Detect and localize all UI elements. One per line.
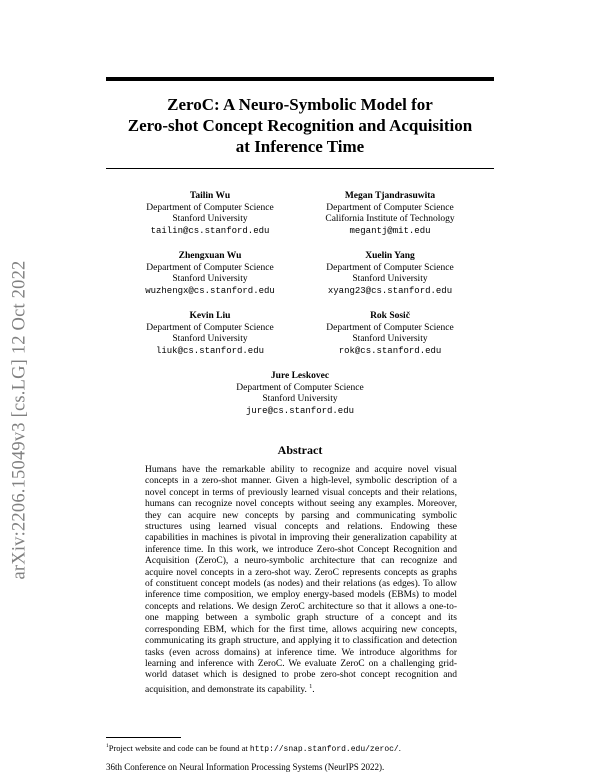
author-name: Jure Leskovec bbox=[270, 371, 330, 381]
author-email[interactable]: liuk@cs.stanford.edu bbox=[155, 345, 265, 356]
author-dept: Department of Computer Science bbox=[146, 262, 274, 273]
author-name: Tailin Wu bbox=[189, 191, 231, 201]
arxiv-stamp-text[interactable]: arXiv:2206.15049v3 [cs.LG] 12 Oct 2022 bbox=[9, 260, 30, 580]
author-email[interactable]: tailin@cs.stanford.edu bbox=[150, 225, 270, 236]
title-line: at Inference Time bbox=[235, 137, 365, 156]
author-block bbox=[110, 311, 310, 357]
author-email[interactable]: xyang23@cs.stanford.edu bbox=[327, 285, 453, 296]
author-dept: Department of Computer Science bbox=[326, 262, 454, 273]
author-email[interactable]: wuzhengx@cs.stanford.edu bbox=[145, 285, 275, 296]
venue-footer: 36th Conference on Neural Information Processing Systems (NeurIPS 2022). bbox=[106, 762, 385, 772]
title-line: ZeroC: A Neuro-Symbolic Model for bbox=[167, 95, 433, 114]
footnote-text: Project website and code can be found at bbox=[108, 743, 250, 753]
footnote-mark: 1 bbox=[106, 743, 109, 750]
author-dept: Department of Computer Science bbox=[146, 202, 274, 213]
author-email[interactable]: megantj@mit.edu bbox=[349, 225, 431, 236]
title-line: Zero-shot Concept Recognition and Acquisition bbox=[127, 116, 473, 135]
author-affiliation: Stanford University bbox=[172, 214, 248, 224]
footnote-url[interactable]: http://snap.stanford.edu/zeroc/ bbox=[249, 745, 399, 754]
author-dept: Department of Computer Science bbox=[326, 322, 454, 333]
author-affiliation: California Institute of Technology bbox=[325, 214, 455, 224]
author-email[interactable]: jure@cs.stanford.edu bbox=[245, 405, 355, 416]
footnote bbox=[106, 743, 401, 754]
abstract-heading: Abstract bbox=[277, 443, 323, 457]
author-block bbox=[110, 251, 310, 297]
author-affiliation: Stanford University bbox=[172, 334, 248, 344]
author-name: Kevin Liu bbox=[189, 311, 231, 321]
author-block bbox=[290, 311, 490, 357]
footnote-ref[interactable]: 1 bbox=[309, 683, 313, 690]
author-dept: Department of Computer Science bbox=[146, 322, 274, 333]
author-name: Megan Tjandrasuwita bbox=[344, 191, 436, 201]
abstract-text: Humans have the remarkable ability to recognize and acquire novel visual concepts in a zero-shot manner. Given a high-level, symbolic description of a novel concept in terms of previously learned visual concepts and their relations, humans can recognize novel concepts without seeing any examples. Moreover, they can acquire new concepts by parsing and communicating symbolic structures using learned visual concepts and relations. Endowing these capabilities in machines is pivotal in improving their generalization capability at inference time. In this work, we introduce Zero-shot Concept Recognition and Acquisition (ZeroC), a neuro-symbolic architecture that can recognize and acquire novel concepts in a zero-shot way. ZeroC represents concepts as graphs of constituent concept models (as nodes) and their relations (as edges). To allow inference time composition, we employ energy-based models (EBMs) to model concepts and relations. We design ZeroC architecture so that it allows a one-to-one mapping between a symbolic graph structure of a concept and its corresponding EBM, which for the first time, allows acquiring new concepts, communicating its graph structure, and applying it to classification and detection tasks (even across domains) at inference time. We introduce algorithms for learning and inference with ZeroC. We evaluate ZeroC on a challenging grid-world dataset which is designed to probe zero-shot concept recognition and acquisition, and demonstrate its capability. bbox=[145, 465, 457, 695]
author-name: Zhengxuan Wu bbox=[178, 251, 242, 261]
abstract-body bbox=[145, 465, 457, 696]
author-name: Rok Sosič bbox=[370, 311, 410, 321]
author-dept: Department of Computer Science bbox=[326, 202, 454, 213]
author-block bbox=[200, 371, 400, 417]
author-email[interactable]: rok@cs.stanford.edu bbox=[338, 345, 442, 356]
title-rule-bottom bbox=[106, 168, 494, 169]
footnote-end: . bbox=[398, 743, 401, 753]
author-affiliation: Stanford University bbox=[352, 334, 428, 344]
abstract-end: . bbox=[312, 684, 315, 695]
paper-title bbox=[106, 94, 494, 157]
author-block bbox=[290, 191, 490, 237]
author-affiliation: Stanford University bbox=[352, 274, 428, 284]
author-block bbox=[110, 191, 310, 237]
title-rule-top bbox=[106, 77, 494, 81]
author-affiliation: Stanford University bbox=[172, 274, 248, 284]
author-affiliation: Stanford University bbox=[262, 394, 338, 404]
author-name: Xuelin Yang bbox=[365, 251, 415, 261]
author-block bbox=[290, 251, 490, 297]
footnote-rule bbox=[106, 737, 181, 738]
author-dept: Department of Computer Science bbox=[236, 382, 364, 393]
